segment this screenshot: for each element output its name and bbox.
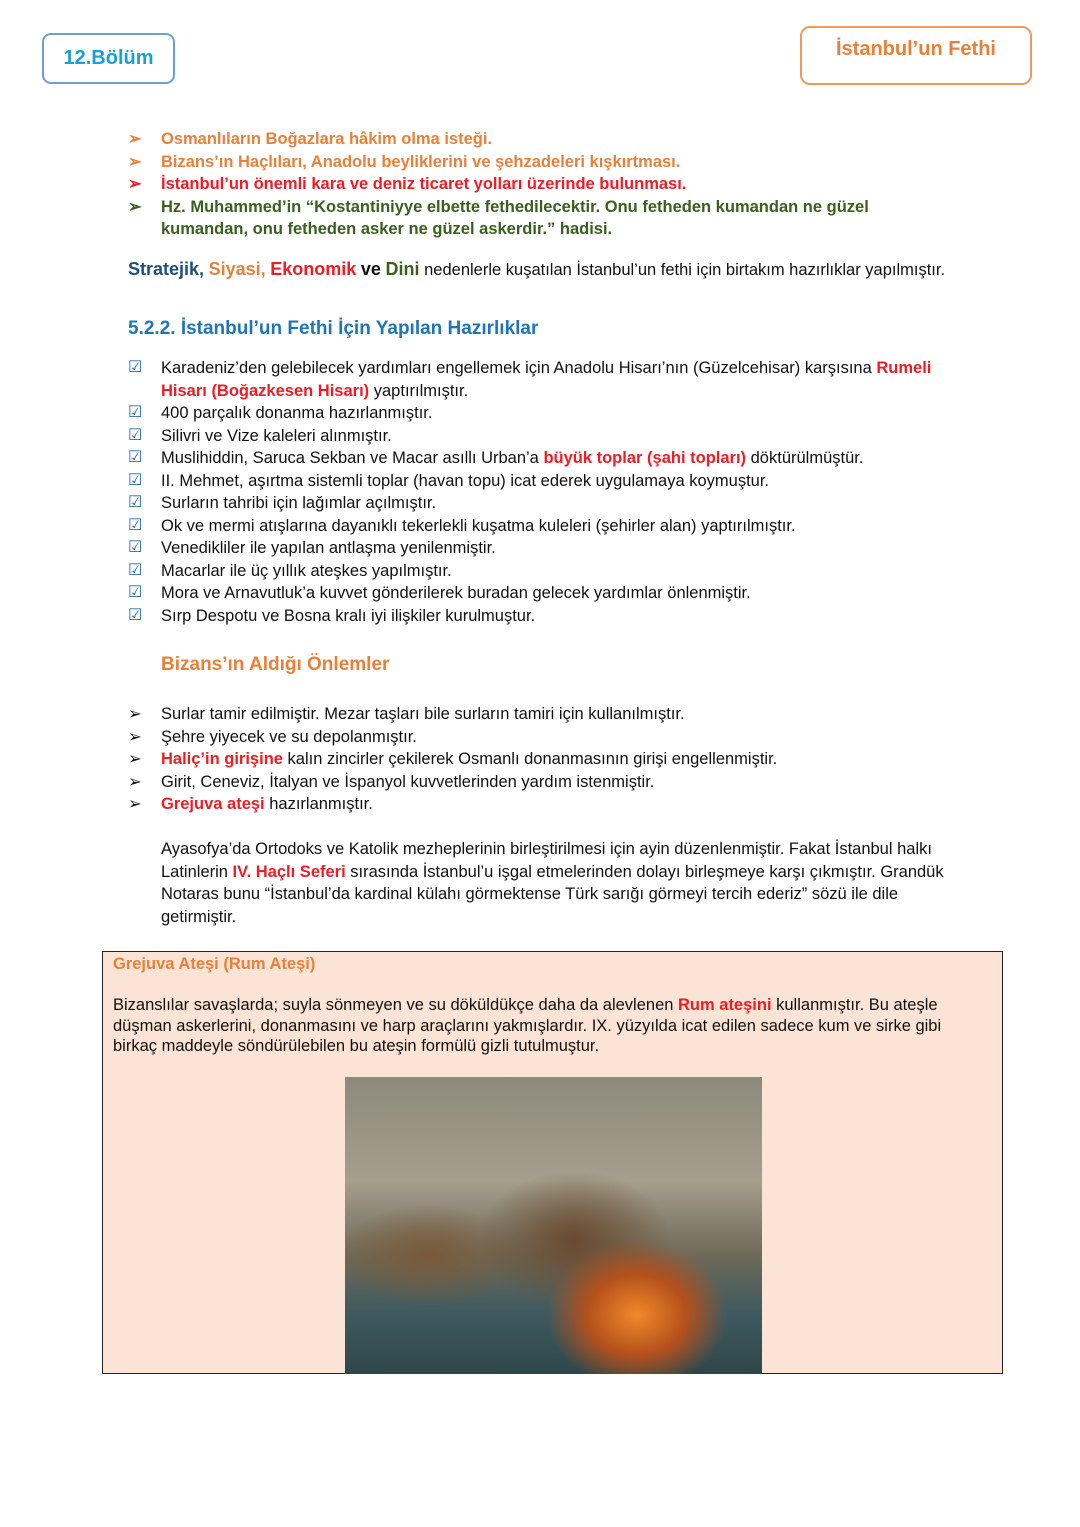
preparations-list [128,357,958,627]
text: Karadeniz’den gelebilecek yardımları engellemek için Anadolu Hisarı’nın (Güzelcehisar) karşısına [161,359,877,377]
box-title: Grejuva Ateşi (Rum Ateşi) [113,955,316,973]
highlight: Rumeli Hisarı (Boğazkesen Hisarı) [161,359,932,400]
item-text: Bizans’ın Haçlıları, Anadolu beyliklerini ve şehzadeleri kışkırtması. [161,152,681,171]
text: kalın zincirler çekilerek Osmanlı donanmasının girişi engellenmiştir. [282,750,778,768]
text: Venedikliler ile yapılan antlaşma yenilenmiştir. [161,539,496,557]
dini: Dini [385,259,420,279]
list-item [128,560,958,583]
checkbox-icon: ☑ [128,516,143,534]
list-item [128,196,958,241]
box-text [113,995,988,1057]
ayasofya-paragraph [161,838,951,928]
checkbox-icon: ☑ [128,494,143,511]
arrow-bullet-icon: ➢ [128,727,142,746]
checkbox-icon: ☑ [128,359,143,376]
ve: ve [360,259,381,279]
item-text: Hz. Muhammed’in “Kostantiniyye elbette fethedilecektir. Onu fetheden kumandan ne güzel kumandan, onu fetheden asker ne güzel askerdir.” hadisi. [161,197,869,238]
text: II. Mehmet, aşırtma sistemli toplar (havan topu) icat ederek uygulamaya koymuştur. [161,471,770,490]
text: Girit, Ceneviz, İtalyan ve İspanyol kuvvetlerinden yardım istenmiştir. [161,772,655,791]
checkbox-icon: ☑ [128,404,143,421]
checkbox-icon: ☑ [128,606,143,624]
list-item [128,402,958,425]
highlight: Rum ateşini [678,996,772,1014]
arrow-bullet-icon: ➢ [128,197,142,216]
text: Bizanslılar savaşlarda; suyla sönmeyen ve su döküldükçe daha da alevlenen [113,996,679,1014]
text: Muslihiddin, Saruca Sekban ve Macar asıllı Urban’a [161,449,544,467]
item-text: İstanbul’un önemli kara ve deniz ticaret yolları üzerinde bulunması. [161,175,687,193]
highlight: Grejuva ateşi [161,795,265,813]
measures-list [128,703,958,816]
text: yaptırılmıştır. [369,381,469,400]
list-item [128,537,958,560]
checkbox-icon: ☑ [128,449,143,466]
checkbox-icon: ☑ [128,471,143,489]
item-text: Osmanlıların Boğazlara hâkim olma isteği. [161,130,493,148]
text: Surların tahribi için lağımlar açılmıştır. [161,494,437,512]
arrow-bullet-icon: ➢ [128,175,142,193]
text: Silivri ve Vize kaleleri alınmıştır. [161,426,392,445]
list-item [128,128,958,151]
text: kullanmıştır. Bu ateşle düşman askerlerini, donanmasını ve harp araçlarını yakmışlardır. IX. yüzyılda icat edilen sadece kum ve sirke gibi birkaç maddeyle söndürülebilen bu ateşin formülü gizli tutulmuştur. [113,996,942,1055]
list-item [128,151,958,174]
text: Macarlar ile üç yıllık ateşkes yapılmıştır. [161,561,452,580]
siyasi: Siyasi, [208,259,266,279]
text: döktürülmüştür. [746,449,864,467]
text: Mora ve Arnavutluk’a kuvvet gönderilerek buradan gelecek yardımlar önlenmiştir. [161,584,751,602]
arrow-bullet-icon: ➢ [128,152,142,171]
text: hazırlanmıştır. [264,795,373,813]
highlight: IV. Haçlı Seferi [232,862,346,881]
list-item [128,703,958,726]
reasons-list [128,128,958,241]
list-item [128,425,958,448]
list-item [128,447,958,470]
greek-fire-box [102,951,1003,1374]
arrow-bullet-icon: ➢ [128,795,142,813]
chapter-badge: 12.Bölüm [42,33,175,84]
list-item [128,771,958,794]
section-title: 5.2.2. İstanbul’un Fethi İçin Yapılan Hazırlıklar [128,318,539,339]
byzantine-title: Bizans’ın Aldığı Önlemler [161,654,390,675]
arrow-bullet-icon: ➢ [128,130,142,148]
list-item [128,748,958,771]
list-item [128,726,958,749]
text: 400 parçalık donanma hazırlanmıştır. [161,404,433,422]
checkbox-icon: ☑ [128,539,143,556]
text: Sırp Despotu ve Bosna kralı iyi ilişkiler kurulmuştur. [161,606,536,625]
list-item [128,793,958,816]
stratejik: Stratejik, [128,259,205,279]
arrow-bullet-icon: ➢ [128,772,142,791]
list-item [128,605,958,628]
list-item [128,470,958,493]
text: Surlar tamir edilmiştir. Mezar taşları bile surların tamiri için kullanılmıştır. [161,705,685,723]
text: Şehre yiyecek ve su depolanmıştır. [161,727,417,746]
list-item [128,582,958,605]
list-item [128,492,958,515]
highlight: büyük toplar (şahi topları) [543,449,747,467]
checkbox-icon: ☑ [128,426,143,444]
highlight: Haliç’in girişine [161,750,283,768]
text: sırasında İstanbul’u işgal etmelerinden dolayı birleşmeye karşı çıkmıştır. Grandük Notaras bunu “İstanbul’da kardinal külahı görmektense Türk sarığı görmeyi tercih ederiz” sözü ile dile getirmiştir. [161,862,944,926]
arrow-bullet-icon: ➢ [128,750,142,768]
checkbox-icon: ☑ [128,584,143,601]
list-item [128,173,958,196]
checkbox-icon: ☑ [128,561,143,579]
naval-battle-painting [345,1077,762,1374]
ekonomik: Ekonomik [270,259,357,279]
text: Ayasofya’da Ortodoks ve Katolik mezheplerinin birleştirilmesi için ayin düzenlenmiştir. Fakat İstanbul halkı Latinlerin [161,840,932,881]
summary-rest: nedenlerle kuşatılan İstanbul’un fethi için birtakım hazırlıklar yapılmıştır. [424,261,946,279]
topic-badge: İstanbul’un Fethi [800,26,1032,85]
text: Ok ve mermi atışlarına dayanıklı tekerlekli kuşatma kuleleri (şehirler alan) yaptırılmıştır. [161,516,796,535]
list-item [128,357,958,402]
arrow-bullet-icon: ➢ [128,705,142,723]
list-item [128,515,958,538]
summary-paragraph [128,258,958,282]
